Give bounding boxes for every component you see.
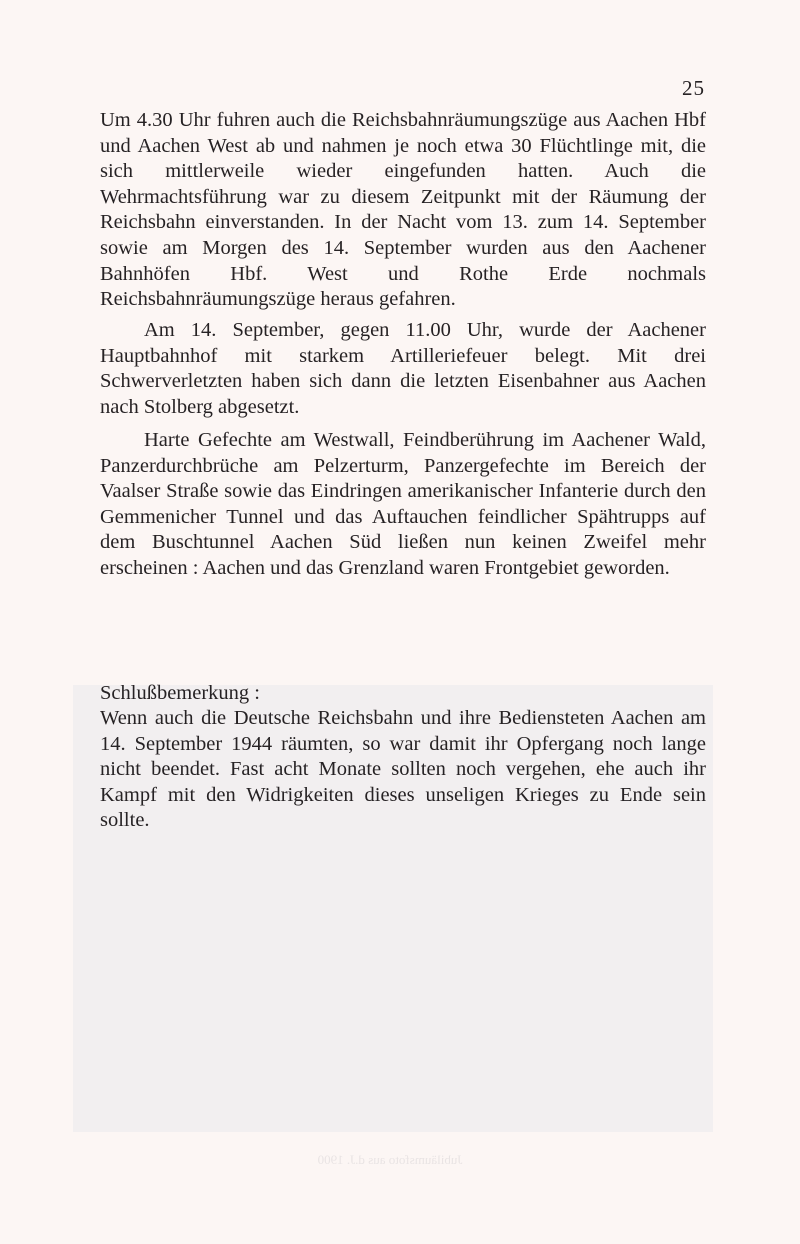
paragraph-text: Am 14. September, gegen 11.00 Uhr, wurde der Aachener Hauptbahnhof mit starkem Artilleriefeuer belegt. Mit drei Schwerverletzten haben sich dann die letzten Eisenbahner aus Aachen nach Stolberg abgesetzt.	[100, 319, 706, 418]
closing-paragraph	[100, 706, 706, 834]
paragraph-text: Um 4.30 Uhr fuhren auch die Reichsbahnräumungszüge aus Aachen Hbf und Aachen West ab und nahmen je noch etwa 30 Flüchtlinge mit, die sich mittlerweile wieder eingefunden hatten. Auch die Wehrmachtsführung war zu diesem Zeitpunkt mit der Räumung der Reichsbahn einverstanden. In der Nacht vom 13. zum 14. September sowie am Morgen des 14. September wurden aus den Aachener Bahnhöfen Hbf. West und Rothe Erde nochmals Reichsbahnräumungszüge heraus gefahren.	[100, 109, 706, 311]
paragraph-2	[100, 318, 706, 420]
closing-heading: Schlußbemerkung :	[100, 682, 260, 704]
paragraph-text: Wenn auch die Deutsche Reichsbahn und ihre Bediensteten Aachen am 14. September 1944 räumten, so war damit ihr Opfergang noch lange nicht beendet. Fast acht Monate sollten noch vergehen, ehe auch ihr Kampf mit den Widrigkeiten dieses unseligen Krieges zu Ende sein sollte.	[100, 707, 706, 832]
paragraph-text: Harte Gefechte am Westwall, Feindberührung im Aachener Wald, Panzerdurchbrüche am Pelzerturm, Panzergefechte im Bereich der Vaalser Straße sowie das Eindringen amerikanischer Infanterie durch den Gemmenicher Tunnel und das Auftauchen feindlicher Spähtrupps auf dem Buschtunnel Aachen Süd ließen nun keinen Zweifel mehr erscheinen : Aachen und das Grenzland waren Frontgebiet geworden.	[100, 429, 706, 579]
paragraph-3	[100, 428, 706, 582]
bleed-through-caption: Jubiläumsfoto aus d.J. 1900	[317, 1152, 463, 1167]
paragraph-1	[100, 108, 706, 313]
page-number: 25	[682, 76, 705, 100]
